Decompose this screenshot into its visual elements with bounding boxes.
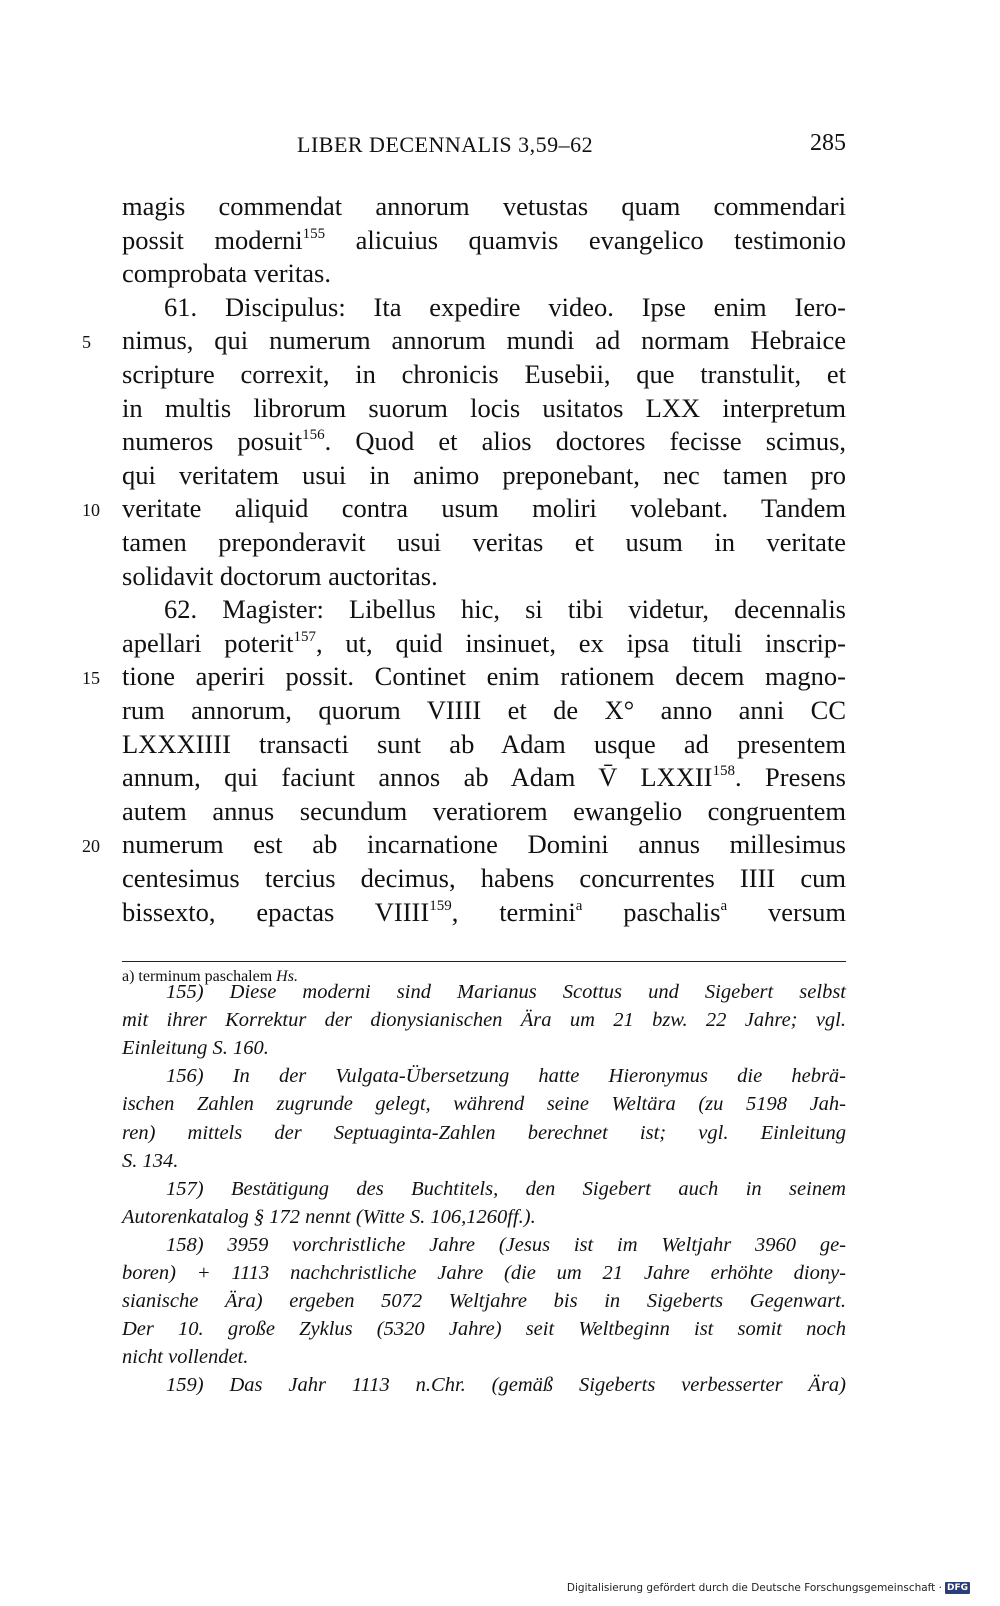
running-header: [122, 128, 846, 164]
text-segment: numeros posuit: [122, 426, 303, 457]
text-segment: comprobata veritas.: [122, 258, 331, 289]
footnote-marker: 156: [302, 427, 325, 444]
text-line: [122, 256, 846, 290]
text-line: [82, 827, 846, 861]
text-segment: apellari poterit: [122, 627, 294, 658]
text-segment: nimus, qui numerum annorum mundi ad normam Hebraice: [122, 325, 846, 356]
footnote-line: sianische Ära) ergeben 5072 Weltjahre bis in Sigeberts Gegenwart.: [122, 1290, 846, 1313]
text-line: [122, 525, 846, 559]
text-segment: , ut, quid insinuet, ex ipsa tituli inscrip-: [315, 627, 846, 658]
text-segment: scripture correxit, in chronicis Eusebii, que transtulit, et: [122, 359, 846, 389]
running-title: LIBER DECENNALIS 3,59–62: [297, 132, 594, 157]
text-segment: bissexto, epactas VIIII: [122, 896, 430, 927]
text-segment: 62. Magister: Libellus hic, si tibi videtur, decennalis: [164, 594, 846, 625]
text-line: [122, 592, 846, 626]
line-number: 15: [82, 668, 100, 689]
page-number: 285: [810, 130, 846, 156]
footnote-line: S. 134.: [122, 1149, 179, 1172]
text-segment: in multis librorum suorum locis usitatos LXX interpretum: [122, 392, 846, 423]
footnote-line: 159) Das Jahr 1113 n.Chr. (gemäß Sigeberts verbesserter Ära): [166, 1374, 846, 1397]
text-line: [122, 223, 846, 257]
footnote-marker: a: [720, 897, 728, 914]
text-line: [122, 391, 846, 425]
text-line: [122, 424, 846, 458]
text-line: [122, 458, 846, 492]
footnote-divider: [122, 961, 846, 962]
text-segment: LXXXIIII transacti sunt ab Adam usque ad presentem: [122, 728, 846, 759]
footnote-line: 156) In der Vulgata-Übersetzung hatte Hieronymus die hebrä-: [166, 1065, 846, 1088]
footnote-marker: a: [575, 897, 583, 914]
text-segment: . Quod et alios doctores fecisse scimus,: [324, 426, 847, 457]
text-line: [122, 895, 846, 929]
footnote-line: boren) + 1113 nachchristliche Jahre (die um 21 Jahre erhöhte diony-: [122, 1262, 846, 1284]
dfg-logo: DFG: [946, 1583, 968, 1593]
footnote-line: nicht vollendet.: [122, 1346, 249, 1369]
footnote-line: ischen Zahlen zugrunde gelegt, während seine Weltära (zu 5198 Jah-: [122, 1093, 846, 1116]
text-line: [82, 659, 846, 693]
text-segment: paschalis: [582, 896, 721, 927]
text-line: [82, 323, 846, 357]
text-segment: veritate aliquid contra usum moliri volebant. Tandem: [122, 493, 846, 524]
apparatus-siglum: Hs.: [276, 968, 298, 985]
text-segment: . Presens: [735, 762, 846, 793]
text-line: [122, 861, 846, 895]
text-line: [122, 357, 846, 391]
footnote-line: mit ihrer Korrektur der dionysianischen Ära um 21 bzw. 22 Jahre; vgl.: [122, 1009, 846, 1032]
footnote-marker: 157: [293, 628, 316, 645]
text-segment: tione aperiri possit. Continet enim rationem decem magno-: [122, 661, 846, 692]
footnote-line: 157) Bestätigung des Buchtitels, den Sigebert auch in seinem: [166, 1177, 846, 1200]
apparatus-label: a) terminum paschalem: [122, 968, 273, 985]
text-line: [122, 693, 846, 727]
text-line: [122, 559, 846, 593]
line-number: 10: [82, 500, 100, 521]
text-line: [122, 290, 846, 324]
footnote-line: 158) 3959 vorchristliche Jahre (Jesus ist im Weltjahr 3960 ge-: [166, 1233, 846, 1256]
text-segment: possit moderni: [122, 224, 303, 255]
line-number: 20: [82, 836, 100, 857]
text-segment: tamen preponderavit usui veritas et usum in veritate: [122, 527, 846, 557]
footnote-line: Einleitung S. 160.: [122, 1037, 269, 1060]
footnote-line: Autorenkatalog § 172 nennt (Witte S. 106,1260ff.).: [122, 1205, 536, 1228]
text-line: [82, 491, 846, 525]
text-segment: rum annorum, quorum VIIII et de X° anno anni CC: [122, 695, 846, 725]
text-line: [122, 760, 846, 794]
text-segment: annum, qui faciunt annos ab Adam V̄ LXXII: [122, 762, 713, 793]
text-segment: solidavit doctorum auctoritas.: [122, 560, 438, 591]
text-segment: qui veritatem usui in animo preponebant, nec tamen pro: [122, 459, 846, 490]
text-line: [122, 794, 846, 828]
text-segment: , termini: [451, 896, 576, 927]
text-line: [122, 626, 846, 660]
text-segment: alicuius quamvis evangelico testimonio: [325, 224, 846, 255]
text-segment: centesimus tercius decimus, habens concurrentes IIII cum: [122, 863, 846, 893]
footnote-line: 155) Diese moderni sind Marianus Scottus und Sigebert selbst: [166, 981, 846, 1003]
text-segment: autem annus secundum veratiorem ewangelio congruentem: [122, 795, 846, 826]
digitization-credit: [567, 1582, 970, 1594]
credit-text: Digitalisierung gefördert durch die Deutsche Forschungsgemeinschaft ·: [566, 1582, 942, 1594]
text-line: [122, 727, 846, 761]
text-line: [122, 189, 846, 223]
text-segment: numerum est ab incarnatione Domini annus millesimus: [122, 829, 846, 860]
footnote-line: Der 10. große Zyklus (5320 Jahre) seit Weltbeginn ist somit noch: [122, 1318, 846, 1341]
footnote-line: ren) mittels der Septuaginta-Zahlen berechnet ist; vgl. Einleitung: [122, 1121, 846, 1144]
text-segment: magis commendat annorum vetustas quam commendari: [122, 191, 846, 221]
line-number: 5: [82, 332, 91, 353]
footnote-marker: 159: [429, 897, 452, 914]
text-segment: versum: [727, 896, 847, 927]
text-segment: 61. Discipulus: Ita expedire video. Ipse enim Iero-: [164, 291, 846, 322]
footnote-marker: 155: [302, 225, 326, 242]
footnote-marker: 158: [712, 763, 735, 780]
